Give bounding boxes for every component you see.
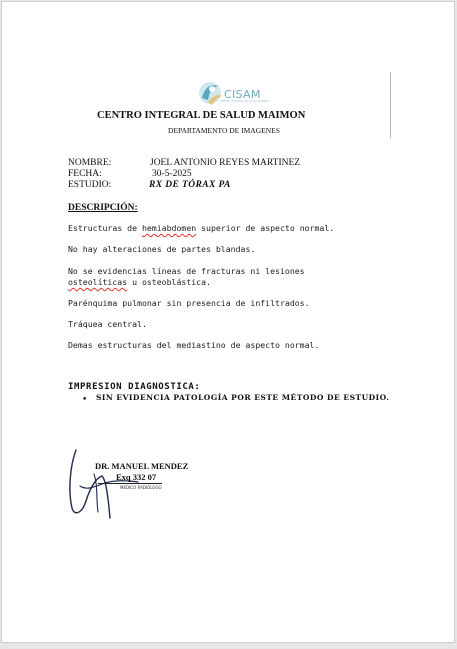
- paragraph-text: Estructuras de: [68, 223, 142, 233]
- date-label: FECHA:: [68, 169, 102, 179]
- description-paragraph: Tráquea central.: [68, 319, 147, 329]
- signature-role: MEDICO RADIOLOGO: [120, 485, 162, 490]
- center-title: CENTRO INTEGRAL DE SALUD MAIMON: [97, 110, 306, 121]
- description-paragraph: [68, 223, 358, 234]
- paragraph-text: u osteoblástica.: [127, 277, 211, 287]
- date-value: 30-5-2025: [152, 169, 192, 179]
- impression-bullet: SIN EVIDENCIA PATOLOGÍA POR ESTE MÉTODO DE ESTUDIO.: [96, 393, 390, 402]
- impression-title: IMPRESION DIAGNOSTICA:: [68, 382, 201, 392]
- margin-line: [390, 72, 391, 138]
- logo-subtitle: CENTRO INTEGRAL DE SALUD MAIMON: [220, 100, 269, 103]
- logo-text: CISAM: [224, 88, 261, 101]
- description-paragraph: Parénquima pulmonar sin presencia de infiltrados.: [68, 298, 310, 308]
- name-label: NOMBRE:: [68, 158, 112, 168]
- spellcheck-word: hemiabdomen: [141, 223, 197, 233]
- signature-line: [98, 483, 162, 484]
- name-value: JOEL ANTONIO REYES MARTINEZ: [150, 158, 301, 168]
- document-page: [1, 1, 455, 643]
- description-title: DESCRIPCIÓN:: [68, 203, 138, 213]
- paragraph-text: No se evidencias líneas de fracturas ni lesiones: [68, 266, 305, 276]
- description-paragraph: No hay alteraciones de partes blandas.: [68, 244, 256, 254]
- study-value: RX DE TÓRAX PA: [149, 180, 231, 190]
- description-paragraph: Demas estructuras del mediastino de aspecto normal.: [68, 340, 320, 350]
- signature-name: DR. MANUEL MENDEZ: [95, 461, 189, 471]
- study-label: ESTUDIO:: [68, 180, 112, 190]
- department-title: DEPARTAMENTO DE IMAGENES: [168, 126, 280, 135]
- description-paragraph: [68, 266, 358, 288]
- paragraph-text: superior de aspecto normal.: [196, 223, 335, 233]
- signature-exequatur: Exq 332 07: [116, 472, 157, 482]
- spellcheck-word: osteolíticas: [68, 277, 128, 287]
- bullet-icon: •: [82, 395, 88, 405]
